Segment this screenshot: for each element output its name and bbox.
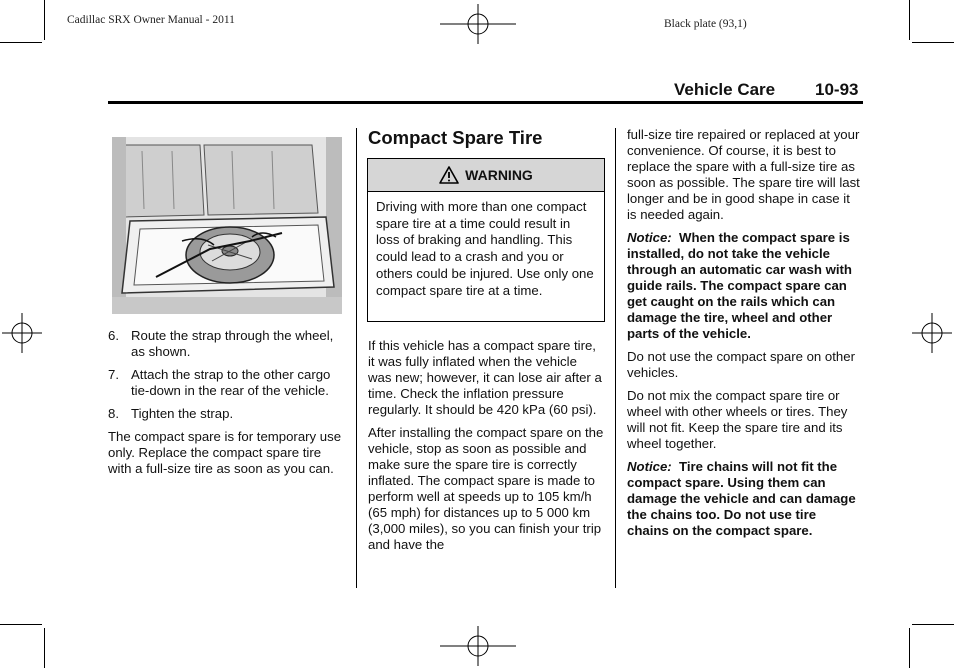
tire-chains-notice: [627, 459, 861, 539]
header-rule: [108, 101, 863, 104]
section-heading: Compact Spare Tire: [368, 127, 543, 148]
registration-mark-bottom-icon: [440, 626, 516, 666]
warning-box: [367, 158, 605, 322]
car-wash-notice: [627, 230, 861, 342]
installing-paragraph: After installing the compact spare on the vehicle, stop as soon as possible and make sure the spare tire is correctly inflated. The compact spare is made to perform well at speeds up to 105 km/h (65 mph) for distances up to 5 000 km (3,000 miles), so you can finish your trip and have the: [368, 425, 604, 552]
notice-label: Notice:: [627, 230, 672, 245]
procedure-steps: [108, 328, 346, 477]
warning-label: WARNING: [465, 167, 533, 183]
list-item: [108, 367, 346, 399]
step-number: 7.: [108, 367, 119, 382]
print-meta-right: Black plate (93,1): [664, 18, 747, 30]
temporary-use-paragraph: The compact spare is for temporary use only. Replace the compact spare tire with a full-size tire as soon as you can.: [108, 429, 342, 476]
section-title: Vehicle Care: [674, 80, 776, 99]
registration-mark-left-icon: [2, 313, 42, 353]
warning-triangle-icon: [439, 166, 459, 184]
notice-text: Tire chains will not fit the compact spare. Using them can damage the vehicle and can damage the chains too. Do not use tire chains on the compact spare.: [627, 459, 856, 538]
step-text: Attach the strap to the other cargo tie-down in the rear of the vehicle.: [131, 367, 331, 398]
warning-header: [368, 159, 604, 192]
list-item: [108, 328, 346, 360]
inflation-paragraph: If this vehicle has a compact spare tire, it was fully inflated when the vehicle was new; however, it can lose air after a time. Check the inflation pressure regularly. It should be 420 kPa (60 psi).: [368, 338, 602, 417]
step-text: Route the strap through the wheel, as shown.: [131, 328, 334, 359]
step-number: 6.: [108, 328, 119, 343]
column-divider-2: [615, 128, 616, 588]
notice-label: Notice:: [627, 459, 672, 474]
middle-text: [368, 338, 604, 553]
other-vehicles-paragraph: Do not use the compact spare on other vehicles.: [627, 349, 855, 380]
notice-text: When the compact spare is installed, do not take the vehicle through an automatic car wash with guide rails. The compact spare can get caught on the rails which can damage the tire, wheel and other parts of the vehicle.: [627, 230, 852, 341]
list-item: [108, 406, 346, 422]
warning-text: Driving with more than one compact spare tire at a time could result in loss of braking and handling. This could lead to a crash and you or others could be injured. Use only one compact spare tire at a time.: [376, 199, 594, 298]
registration-mark-right-icon: [912, 313, 952, 353]
step-text: Tighten the strap.: [131, 406, 234, 421]
spare-tire-in-cargo-area-illustration: [112, 137, 342, 314]
page-number: 10-93: [815, 80, 859, 99]
registration-mark-top-icon: [440, 4, 516, 44]
step-number: 8.: [108, 406, 119, 421]
print-meta-left: Cadillac SRX Owner Manual - 2011: [67, 14, 235, 26]
column-divider-1: [356, 128, 357, 588]
mix-paragraph: Do not mix the compact spare tire or wheel with other wheels or tires. They will not fit. Keep the spare tire and its wheel together.: [627, 388, 848, 451]
replace-paragraph: full-size tire repaired or replaced at your convenience. Of course, it is best to replace the spare with a full-size tire as soon as possible. The spare tire will last longer and be in good shape in case it is needed again.: [627, 127, 860, 222]
right-text: [627, 127, 861, 539]
